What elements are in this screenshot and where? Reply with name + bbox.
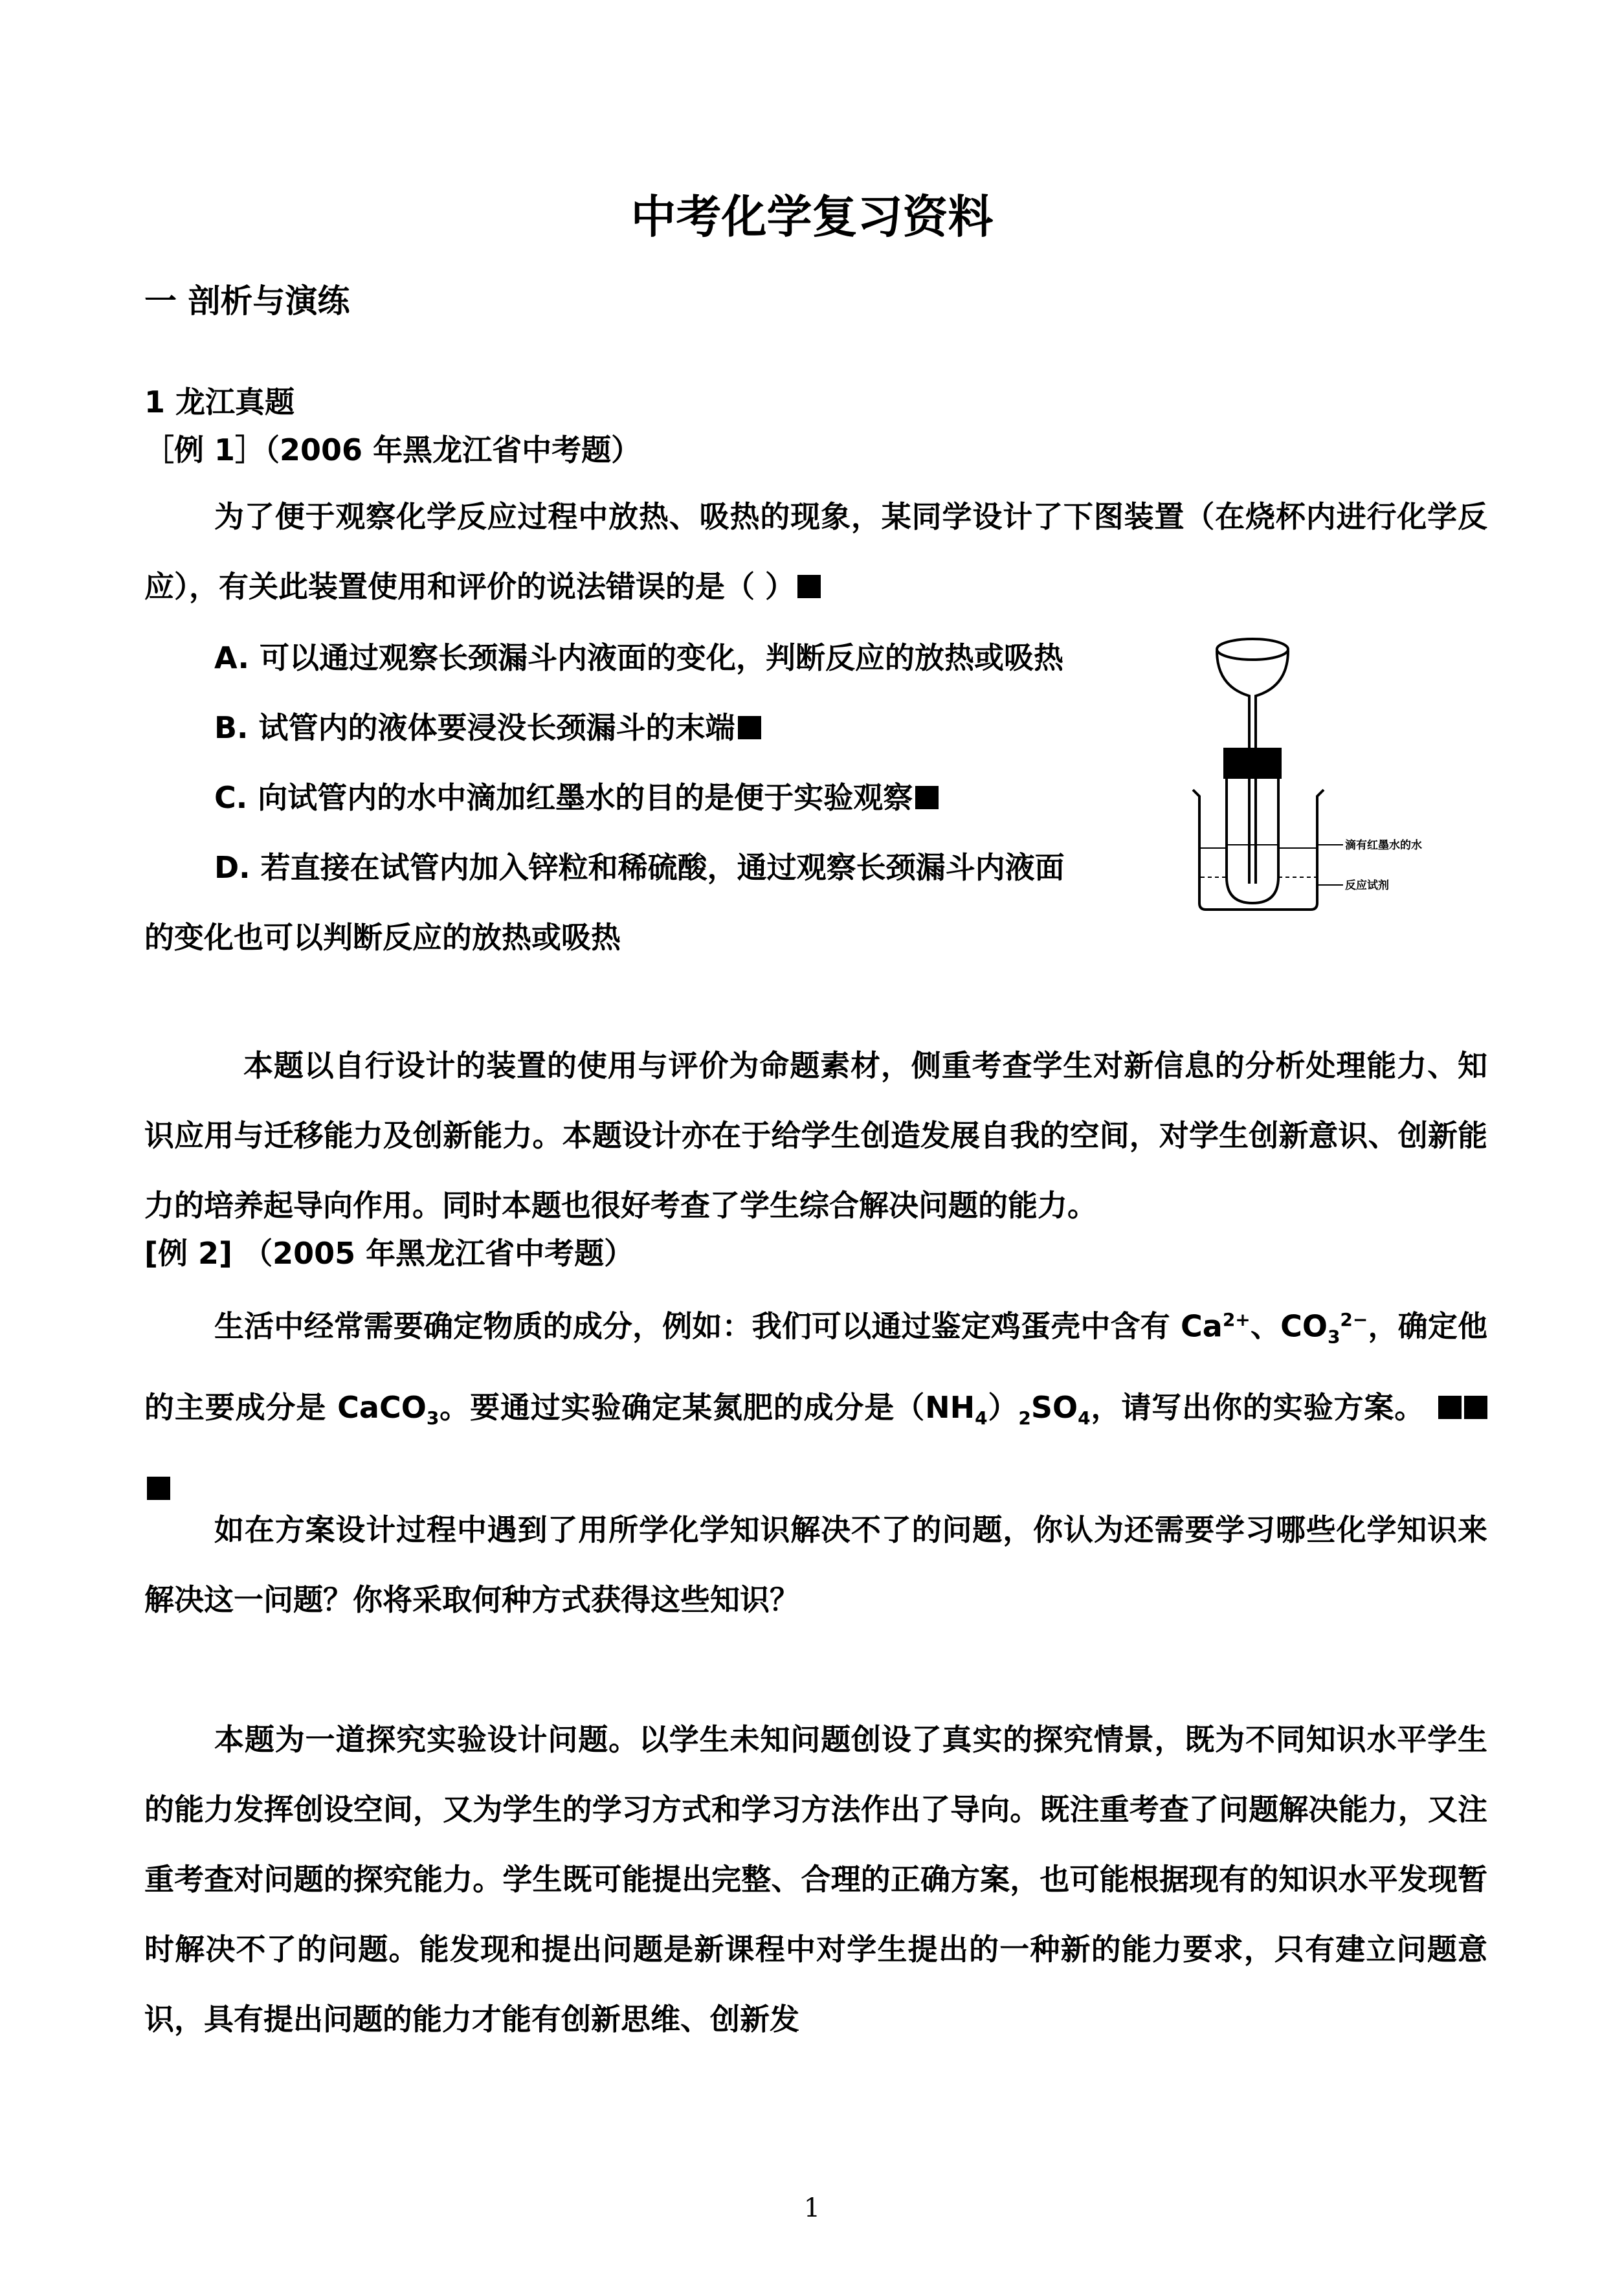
text-run: 、CO [1250, 1308, 1328, 1344]
subscript: 4 [975, 1407, 988, 1429]
text-run: ） [987, 1389, 1019, 1425]
text-run: ，确定他的主要成分是 CaCO [144, 1308, 1487, 1425]
rubber-stopper [1223, 748, 1282, 779]
option-c-text: C. 向试管内的水中滴加红墨水的目的是便于实验观察 [214, 780, 913, 815]
option-a: A. 可以通过观察长颈漏斗内液面的变化，判断反应的放热或吸热 [214, 640, 1063, 675]
page-number: 1 [803, 2193, 821, 2223]
subscript: 3 [1327, 1326, 1340, 1348]
funnel-rim [1217, 639, 1288, 660]
text-run: SO [1030, 1389, 1078, 1425]
beaker [1193, 790, 1324, 910]
example2-question2: 如在方案设计过程中遇到了用所学化学知识解决不了的问题，你认为还需要学习哪些化学知识来解决这一问题？你将采取何种方式获得这些知识？ [144, 1512, 1487, 1617]
option-d: D. 若直接在试管内加入锌粒和稀硫酸，通过观察长颈漏斗内液面 [214, 850, 1065, 885]
text-run: 。要通过实验确定某氮肥的成分是（NH [439, 1389, 975, 1425]
subscript: 2 [1018, 1407, 1031, 1429]
square-mark-icon [738, 716, 761, 739]
example1-question [144, 482, 1487, 621]
superscript: 2+ [1222, 1309, 1251, 1330]
section-heading: 一 剖析与演练 [144, 282, 350, 320]
example2-label: [例 2] （2005 年黑龙江省中考题） [144, 1236, 634, 1271]
example1-analysis: 本题以自行设计的装置的使用与评价为命题素材，侧重考查学生对新信息的分析处理能力、知识应用与迁移能力及创新能力。本题设计亦在于给学生创造发展自我的空间，对学生创新意识、创新能力的培养起导向作用。同时本题也很好考查了学生综合解决问题的能力。 [144, 1048, 1487, 1223]
example2-analysis: 本题为一道探究实验设计问题。以学生未知问题创设了真实的探究情景，既为不同知识水平学生的能力发挥创设空间，又为学生的学习方式和学习方法作出了导向。既注重考查了问题解决能力，又注重考查对问题的探究能力。学生既可能提出完整、合理的正确方案，也可能根据现有的知识水平发现暂时解决不了的问题。能发现和提出问题是新课程中对学生提出的一种新的能力要求，只有建立问题意识，具有提出问题的能力才能有创新思维、创新发 [144, 1722, 1487, 2037]
example2-question [144, 1285, 1487, 1523]
subscript: 3 [426, 1407, 439, 1429]
example1-question-text: 为了便于观察化学反应过程中放热、吸热的现象，某同学设计了下图装置（在烧杯内进行化学反应），有关此装置使用和评价的说法错误的是（ ） [144, 499, 1487, 604]
square-mark-icon [915, 786, 939, 809]
example1-label: ［例 1］（2006 年黑龙江省中考题） [144, 432, 641, 467]
option-d-continued: 的变化也可以判断反应的放热或吸热 [144, 920, 621, 955]
superscript: 2− [1340, 1309, 1368, 1330]
text-run: ，请写出你的实验方案。 [1090, 1389, 1425, 1425]
square-mark-icon [1438, 1396, 1462, 1419]
apparatus-figure [1188, 631, 1460, 916]
funnel-body [1217, 651, 1288, 728]
page-title: 中考化学复习资料 [630, 190, 994, 243]
subsection-heading: 1 龙江真题 [144, 385, 295, 419]
text-run: 生活中经常需要确定物质的成分，例如：我们可以通过鉴定鸡蛋壳中含有 Ca [214, 1308, 1223, 1344]
subscript: 4 [1078, 1407, 1091, 1429]
square-mark-icon [1464, 1396, 1487, 1419]
square-mark-icon [797, 575, 821, 598]
option-c [214, 780, 939, 815]
option-b [214, 710, 761, 745]
figure-label-reagent: 反应试剂 [1345, 879, 1389, 892]
option-b-text: B. 试管内的液体要浸没长颈漏斗的末端 [214, 710, 735, 745]
test-tube [1227, 774, 1278, 903]
figure-label-water: 滴有红墨水的水 [1345, 839, 1422, 852]
